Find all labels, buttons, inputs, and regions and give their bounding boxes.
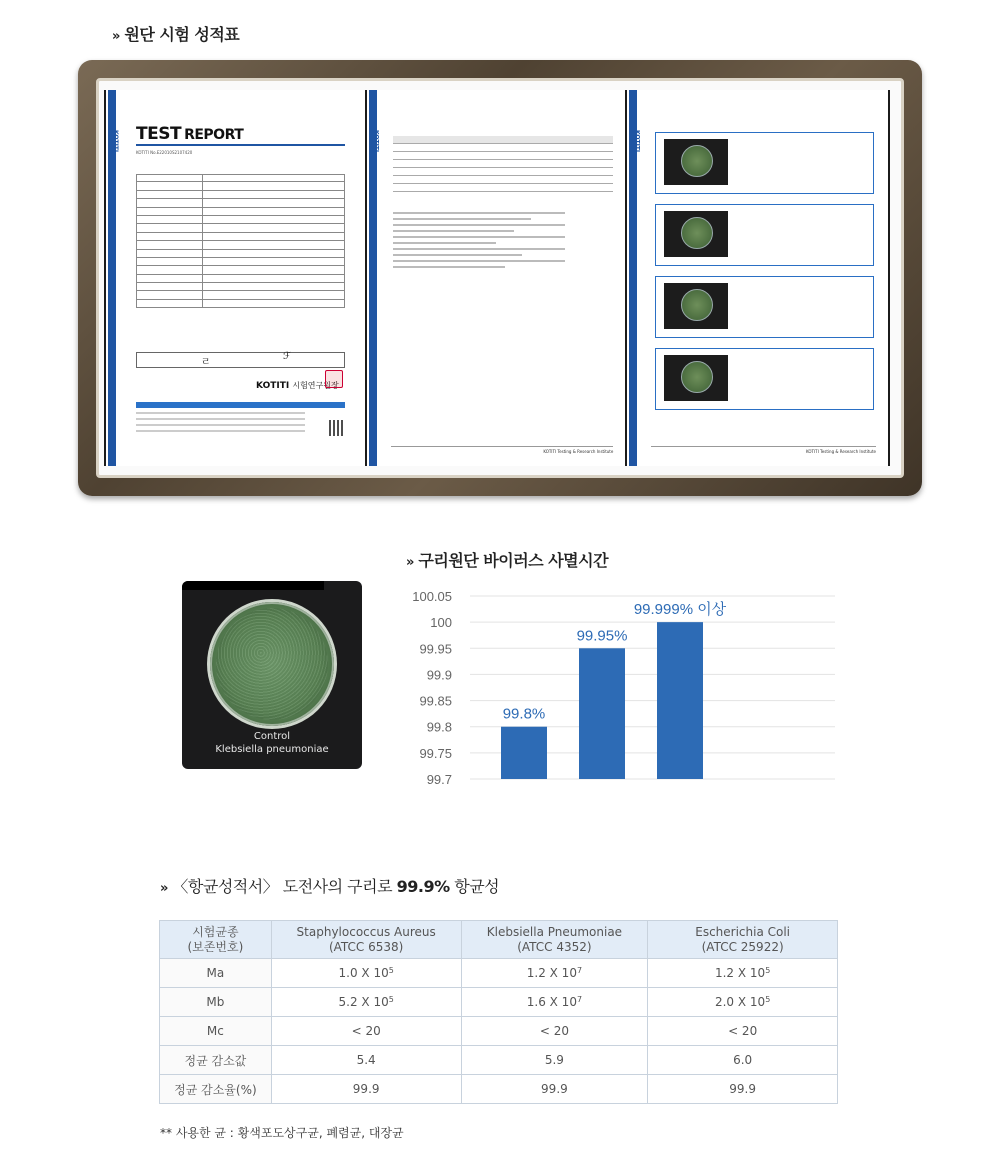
chevron-icon: »: [406, 555, 413, 570]
petri-dish-image: [664, 139, 728, 185]
qr-code-icon: [329, 420, 345, 436]
page-footer: KOTITI Testing & Research Institute: [651, 446, 876, 454]
table-cell: 6.0: [648, 1046, 838, 1075]
table-cell: 1.2 X $10^5$: [648, 959, 838, 988]
official-seal-icon: [325, 370, 343, 388]
chevron-icon: »: [112, 29, 119, 44]
chart-bar: [657, 622, 703, 779]
y-tick-label: 99.9: [426, 667, 452, 683]
table-cell: 99.9: [271, 1075, 461, 1104]
report-frame: [78, 60, 922, 496]
photo-caption-line1: Control: [253, 731, 291, 742]
signature-mark: ㄹ: [201, 357, 211, 368]
row-label: Mc: [160, 1017, 272, 1046]
section-title-test-report: » 원단 시험 성적표: [112, 25, 240, 44]
table-cell: 5.4: [271, 1046, 461, 1075]
table-cell: < 20: [648, 1017, 838, 1046]
contact-strip: [136, 402, 345, 408]
y-tick-label: 99.8: [426, 719, 452, 735]
signature-box: [136, 352, 345, 368]
chevron-icon: »: [160, 881, 167, 896]
y-tick-label: 99.85: [419, 693, 452, 709]
y-tick-label: 100: [430, 615, 452, 631]
petri-dish-photo: [182, 581, 362, 769]
petri-dish-image: [664, 355, 728, 401]
page-footer: KOTITI Testing & Research Institute: [391, 446, 614, 454]
table-cell: 2.0 X $10^5$: [648, 988, 838, 1017]
section-title-kill-time: » 구리원단 바이러스 사멸시간: [406, 551, 609, 570]
petri-dish-icon: [210, 602, 334, 726]
report-pages: [104, 90, 890, 466]
table-cell: < 20: [461, 1017, 648, 1046]
y-tick-label: 99.7: [426, 772, 452, 787]
header-strain: 시험균종 (보존번호): [160, 921, 272, 959]
report-title: TEST REPORT: [136, 124, 244, 144]
header-escherichia: Escherichia Coli (ATCC 25922): [648, 921, 838, 959]
signature-mark: ℱ: [283, 351, 291, 362]
report-page-2: [367, 90, 628, 466]
table-row: [160, 1046, 838, 1075]
table-cell: 99.9: [461, 1075, 648, 1104]
table-cell: 99.9: [648, 1075, 838, 1104]
report-notes: [393, 212, 566, 272]
chart-bar: [501, 727, 547, 779]
kill-rate-bar-chart: [400, 585, 840, 790]
section-title-antibacterial: » 〈항균성적서〉 도전사의 구리로 99.9% 항균성: [160, 877, 500, 896]
row-label: 정균 감소율(%): [160, 1075, 272, 1104]
report-page-1: [106, 90, 367, 466]
side-logo: KOTITI: [372, 130, 380, 153]
footnote: ** 사용한 균 : 황색포도상구균, 폐렴균, 대장균: [160, 1126, 404, 1140]
petri-dish-image: [664, 283, 728, 329]
table-header-row: [160, 921, 838, 959]
bar-data-label: 99.8%: [502, 705, 546, 723]
dish-card: [655, 132, 874, 194]
petri-dish-image: [664, 211, 728, 257]
y-tick-label: 99.95: [419, 641, 452, 657]
report-result-table: [393, 136, 614, 192]
report-page-3: [627, 90, 888, 466]
header-staphylococcus: Staphylococcus Aureus (ATCC 6538): [271, 921, 461, 959]
report-info-table: [136, 174, 345, 308]
table-row: [160, 1075, 838, 1104]
org-footer: KOTITI 시험연구원장: [256, 381, 339, 391]
row-label: Mb: [160, 988, 272, 1017]
dish-card: [655, 348, 874, 410]
table-cell: 1.6 X $10^7$: [461, 988, 648, 1017]
table-row: [160, 959, 838, 988]
chart-bar: [579, 648, 625, 779]
side-logo: KOTITI: [112, 130, 119, 153]
table-cell: 5.9: [461, 1046, 648, 1075]
header-klebsiella: Klebsiella Pneumoniae (ATCC 4352): [461, 921, 648, 959]
y-tick-label: 99.75: [419, 745, 452, 761]
antibacterial-results-table: [159, 920, 838, 1104]
table-row: [160, 1017, 838, 1046]
title-underline: [136, 144, 345, 146]
table-cell: < 20: [271, 1017, 461, 1046]
bar-data-label: 99.999% 이상: [633, 601, 727, 619]
table-row: [160, 988, 838, 1017]
row-label: 정균 감소값: [160, 1046, 272, 1075]
bar-data-label: 99.95%: [576, 627, 628, 645]
table-cell: 1.0 X $10^5$: [271, 959, 461, 988]
table-cell: 1.2 X $10^7$: [461, 959, 648, 988]
report-number: KOTITI No.E22010S2107420: [136, 150, 193, 155]
dish-card: [655, 204, 874, 266]
table-cell: 5.2 X $10^5$: [271, 988, 461, 1017]
side-logo: KOTITI: [633, 130, 641, 153]
row-label: Ma: [160, 959, 272, 988]
y-tick-label: 100.05: [412, 589, 452, 604]
dish-card: [655, 276, 874, 338]
photo-caption-line2: Klebsiella pneumoniae: [215, 744, 329, 755]
